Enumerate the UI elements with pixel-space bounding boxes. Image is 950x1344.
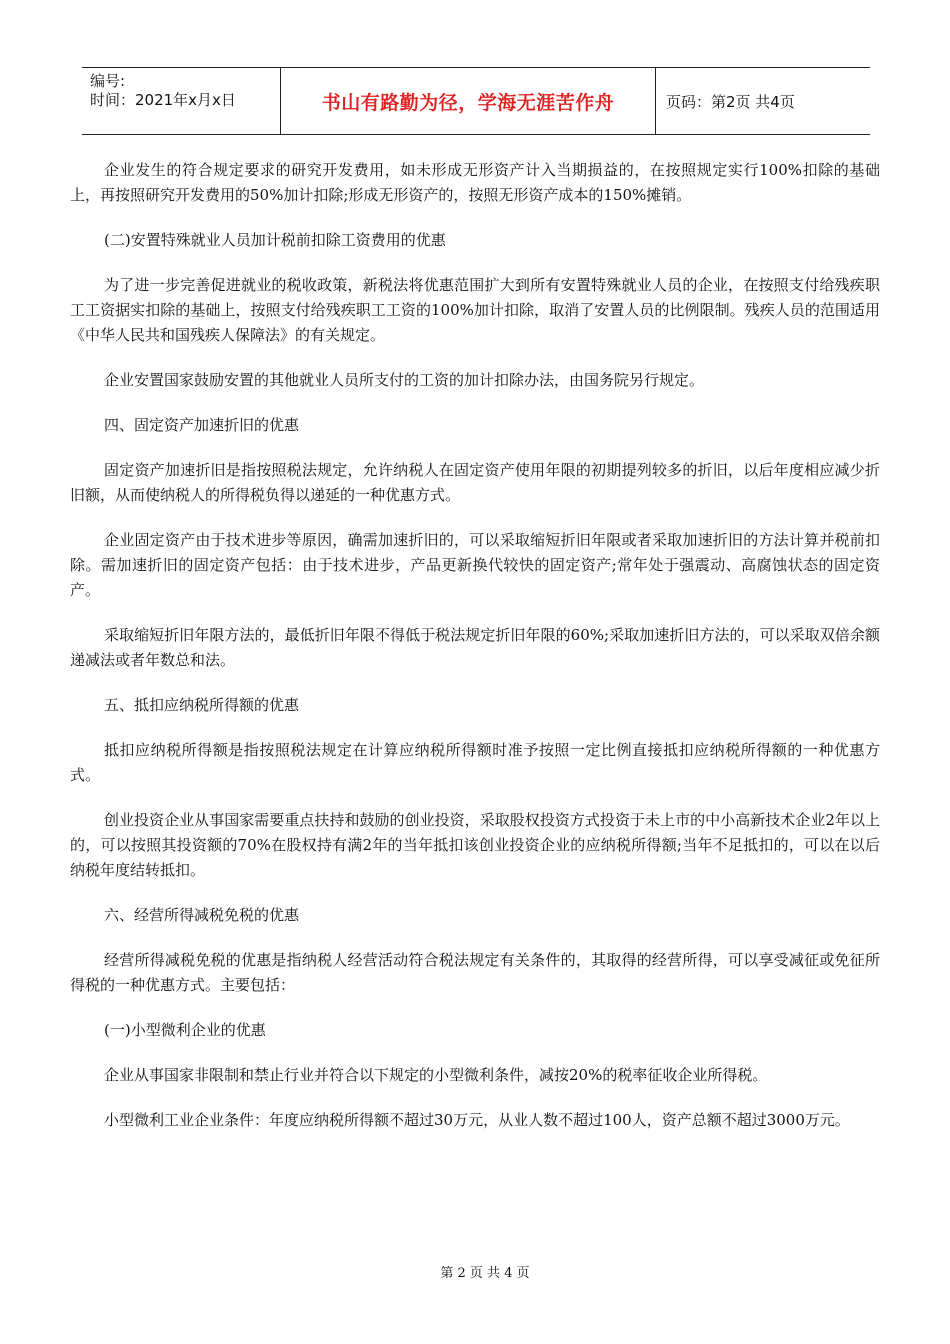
paragraph: 企业从事国家非限制和禁止行业并符合以下规定的小型微利条件，减按20%的税率征收企业所得税。 [104, 1066, 768, 1084]
section-heading: 六、经营所得减税免税的优惠 [104, 906, 300, 924]
header-motto: 书山有路勤为径，学海无涯苦作舟 [281, 68, 656, 134]
section-heading: 四、固定资产加速折旧的优惠 [104, 416, 300, 434]
document-number-label: 编号: [90, 72, 126, 90]
paragraph: 企业固定资产由于技术进步等原因，确需加速折旧的，可以采取缩短折旧年限或者采取加速折旧的方法计算并税前扣除。需加速折旧的固定资产包括：由于技术进步，产品更新换代较快的固定资产;常年处于强震动、高腐蚀状态的固定资产。 [70, 531, 880, 599]
document-header [82, 67, 870, 135]
document-date: 时间：2021年x月x日 [90, 91, 236, 109]
paragraph: 创业投资企业从事国家需要重点扶持和鼓励的创业投资，采取股权投资方式投资于未上市的中小高新技术企业2年以上的，可以按照其投资额的70%在股权持有满2年的当年抵扣该创业投资企业的应纳税所得额;当年不足抵扣的，可以在以后纳税年度结转抵扣。 [70, 811, 880, 879]
page-footer-number: 第 2 页 共 4 页 [440, 1266, 530, 1281]
section-subheading: (一)小型微利企业的优惠 [104, 1021, 266, 1039]
paragraph: 为了进一步完善促进就业的税收政策，新税法将优惠范围扩大到所有安置特殊就业人员的企业，在按照支付给残疾职工工资据实扣除的基础上，按照支付给残疾职工工资的100%加计扣除，取消了安置人员的比例限制。残疾人员的范围适用《中华人民共和国残疾人保障法》的有关规定。 [70, 276, 880, 344]
header-page-info: 页码：第2页 共4页 [666, 92, 795, 111]
section-heading: 五、抵扣应纳税所得额的优惠 [104, 696, 300, 714]
paragraph: 经营所得减税免税的优惠是指纳税人经营活动符合税法规定有关条件的，其取得的经营所得，可以享受减征或免征所得税的一种优惠方式。主要包括： [70, 951, 880, 994]
section-subheading: (二)安置特殊就业人员加计税前扣除工资费用的优惠 [104, 231, 446, 249]
paragraph: 小型微利工业企业条件：年度应纳税所得额不超过30万元，从业人数不超过100人，资产总额不超过3000万元。 [104, 1111, 850, 1129]
paragraph: 抵扣应纳税所得额是指按照税法规定在计算应纳税所得额时准予按照一定比例直接抵扣应纳税所得额的一种优惠方式。 [70, 741, 880, 784]
document-body [70, 158, 880, 1153]
paragraph: 采取缩短折旧年限方法的，最低折旧年限不得低于税法规定折旧年限的60%;采取加速折旧方法的，可以采取双倍余额递减法或者年数总和法。 [70, 626, 880, 669]
paragraph: 企业安置国家鼓励安置的其他就业人员所支付的工资的加计扣除办法，由国务院另行规定。 [104, 371, 705, 389]
paragraph: 固定资产加速折旧是指按照税法规定，允许纳税人在固定资产使用年限的初期提列较多的折旧，以后年度相应减少折旧额，从而使纳税人的所得税负得以递延的一种优惠方式。 [70, 461, 880, 504]
paragraph: 企业发生的符合规定要求的研究开发费用，如未形成无形资产计入当期损益的，在按照规定实行100%扣除的基础上，再按照研究开发费用的50%加计扣除;形成无形资产的，按照无形资产成本的150%摊销。 [70, 161, 880, 204]
header-meta-cell [82, 68, 281, 134]
